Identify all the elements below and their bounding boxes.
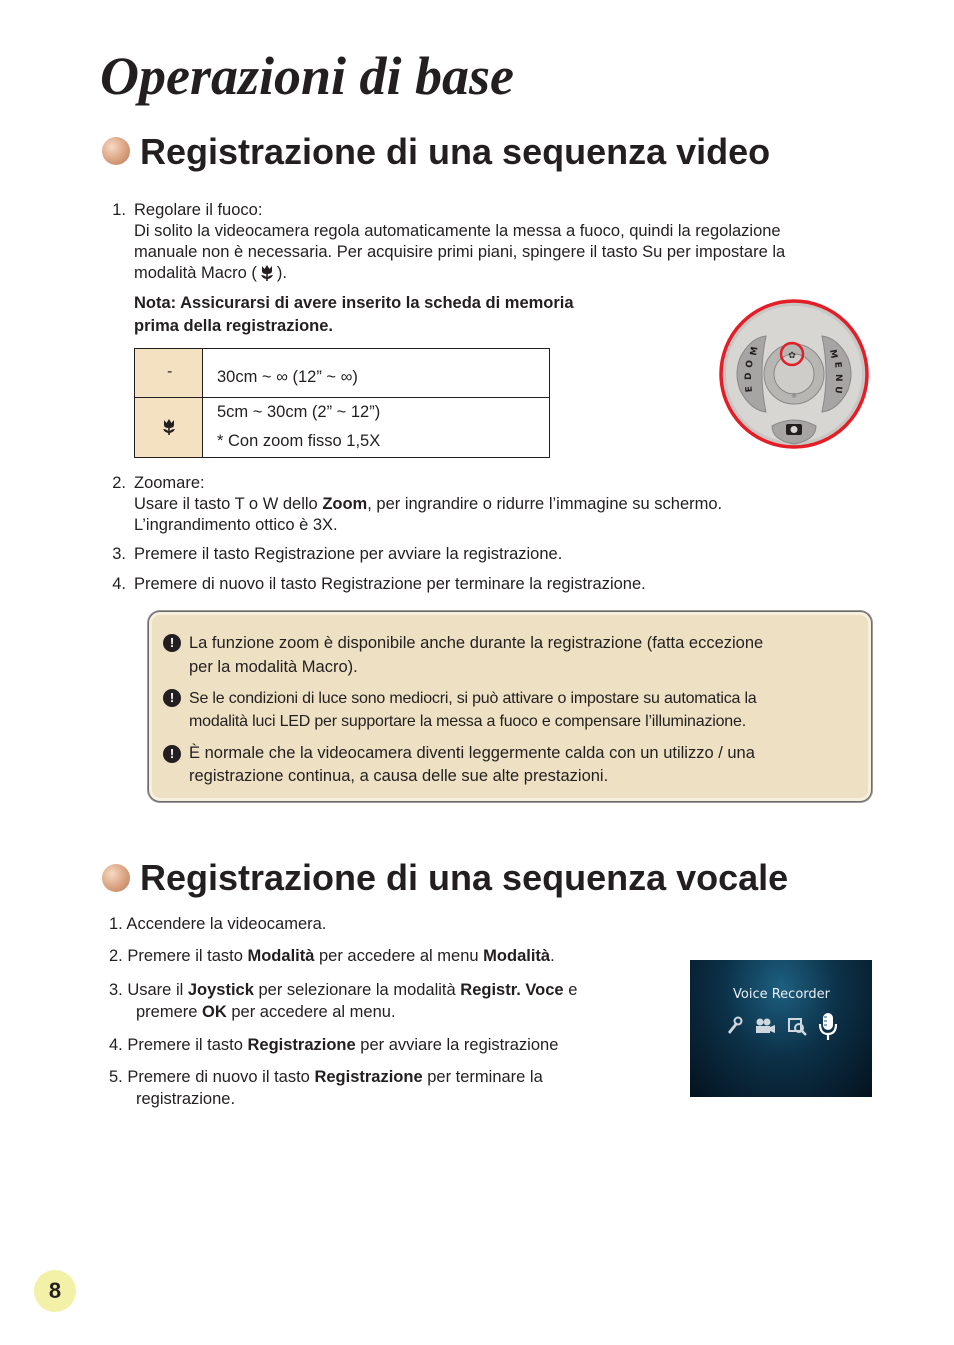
keyword: OK — [202, 1003, 227, 1021]
section-bullet-icon — [102, 864, 130, 892]
macro-flower-icon — [161, 418, 177, 441]
step-text: L’ingrandimento ottico è 3X. — [134, 516, 338, 534]
tip-text: per la modalità Macro). — [189, 658, 358, 676]
focus-range-macro: 5cm ~ 30cm (2” ~ 12”) — [217, 403, 381, 421]
table-cell-icon — [135, 349, 203, 397]
section-heading-voice: Registrazione di una sequenza vocale — [140, 857, 789, 898]
svg-text:M: M — [749, 343, 761, 357]
step-text-part: 2. Premere il tasto — [109, 947, 248, 965]
voice-step-5-cont: registrazione. — [136, 1090, 236, 1108]
note-line-1: Nota: Assicurarsi di avere inserito la scheda di memoria — [134, 294, 574, 312]
voice-step-4 — [109, 1035, 558, 1056]
focus-range-normal: 30cm ~ ∞ (12” ~ ∞) — [217, 368, 358, 386]
step-text-part: per avviare la registrazione — [355, 1036, 559, 1054]
table-cell-text — [204, 398, 549, 457]
playback-icon — [787, 1016, 807, 1041]
section-heading-video: Registrazione di una sequenza video — [140, 131, 771, 172]
step-text-part: 4. Premere il tasto — [109, 1036, 248, 1054]
svg-text:✿: ✿ — [788, 351, 796, 361]
step-text — [134, 263, 287, 284]
step-text-part: . — [550, 947, 555, 965]
svg-text:O: O — [745, 359, 756, 369]
step-text-part: per accedere al menu — [314, 947, 484, 965]
svg-text:N: N — [833, 374, 843, 382]
warning-icon: ! — [163, 689, 181, 707]
table-cell-text — [204, 349, 549, 397]
table-cell-icon — [135, 398, 203, 457]
macro-zoom-note: * Con zoom fisso 1,5X — [217, 432, 381, 450]
step-text: manuale non è necessaria. Per acquisire primi piani, spingere il tasto Su per impostare la — [134, 243, 786, 261]
tip-text: È normale che la videocamera diventi leggermente calda con un utilizzo / una — [189, 744, 755, 762]
voice-step-1: 1. Accendere la videocamera. — [109, 915, 327, 933]
svg-text:E: E — [744, 385, 755, 393]
step-text-part: premere — [136, 1003, 203, 1021]
page-number: 8 — [34, 1270, 76, 1312]
tip-text: registrazione continua, a causa delle sue alte prestazioni. — [189, 767, 609, 785]
step-text: Di solito la videocamera regola automaticamente la messa a fuoco, quindi la regolazione — [134, 222, 781, 240]
keyword: Registr. Voce — [460, 981, 564, 999]
step-text-part: per terminare la — [422, 1068, 543, 1086]
step-text-part: , per ingrandire o ridurre l’immagine su schermo. — [367, 495, 723, 513]
keyword: Modalità — [247, 947, 315, 965]
settings-icon — [724, 1016, 744, 1041]
step-text-part: per accedere al menu. — [226, 1003, 396, 1021]
video-camera-icon — [754, 1017, 776, 1040]
control-dial-illustration — [718, 298, 870, 450]
microphone-icon — [817, 1012, 839, 1047]
tip-text: Se le condizioni di luce sono mediocri, si può attivare o impostare su automatica la — [189, 690, 757, 707]
svg-text:E: E — [832, 361, 843, 369]
warning-icon: ! — [163, 634, 181, 652]
step-text: Regolare il fuoco: — [134, 201, 263, 219]
step-text: Premere il tasto Registrazione per avviare la registrazione. — [134, 545, 563, 563]
voice-recorder-screen — [690, 960, 872, 1097]
step-text-part: per selezionare la modalità — [253, 981, 461, 999]
step-text: Zoomare: — [134, 474, 205, 492]
step-text-part: modalità Macro ( — [134, 264, 257, 282]
section-bullet-icon — [102, 137, 130, 165]
warning-icon: ! — [163, 745, 181, 763]
table-row — [135, 349, 549, 398]
step-text — [134, 494, 722, 515]
normal-focus-symbol: - — [167, 363, 173, 380]
keyword: Modalità — [483, 947, 551, 965]
svg-text:☼: ☼ — [790, 392, 798, 400]
step-text: Premere di nuovo il tasto Registrazione per terminare la registrazione. — [134, 575, 646, 593]
screen-label: Voice Recorder — [733, 987, 830, 1002]
keyword: Registrazione — [314, 1068, 423, 1086]
keyword: Joystick — [187, 981, 254, 999]
note-line-2: prima della registrazione. — [134, 317, 333, 335]
step-text-part: Usare il tasto T o W dello — [134, 495, 323, 513]
zoom-keyword: Zoom — [322, 495, 368, 513]
step-text-part: 5. Premere di nuovo il tasto — [109, 1068, 315, 1086]
voice-step-3 — [109, 980, 577, 1001]
svg-text:D: D — [744, 372, 754, 380]
tips-box — [148, 611, 872, 802]
keyword: Registrazione — [247, 1036, 356, 1054]
tip-text: La funzione zoom è disponibile anche durante la registrazione (fatta eccezione — [189, 634, 764, 652]
step-number: 1. — [112, 201, 126, 219]
macro-flower-icon — [259, 264, 275, 282]
step-text-part: ). — [276, 264, 287, 282]
svg-text:U: U — [832, 385, 843, 394]
step-number: 2. — [112, 474, 126, 492]
table-row — [135, 398, 549, 457]
svg-text:M: M — [827, 348, 839, 360]
step-text-part: e — [563, 981, 578, 999]
voice-step-5 — [109, 1067, 543, 1088]
step-text-part: 3. Usare il — [109, 981, 188, 999]
voice-step-3-cont — [136, 1002, 396, 1023]
tip-text: modalità luci LED per supportare la messa a fuoco e compensare l’illuminazione. — [189, 713, 746, 730]
page-title: Operazioni di base — [100, 46, 515, 106]
step-number: 4. — [112, 575, 126, 593]
step-number: 3. — [112, 545, 126, 563]
voice-step-2 — [109, 946, 555, 967]
focus-range-table — [134, 348, 550, 458]
